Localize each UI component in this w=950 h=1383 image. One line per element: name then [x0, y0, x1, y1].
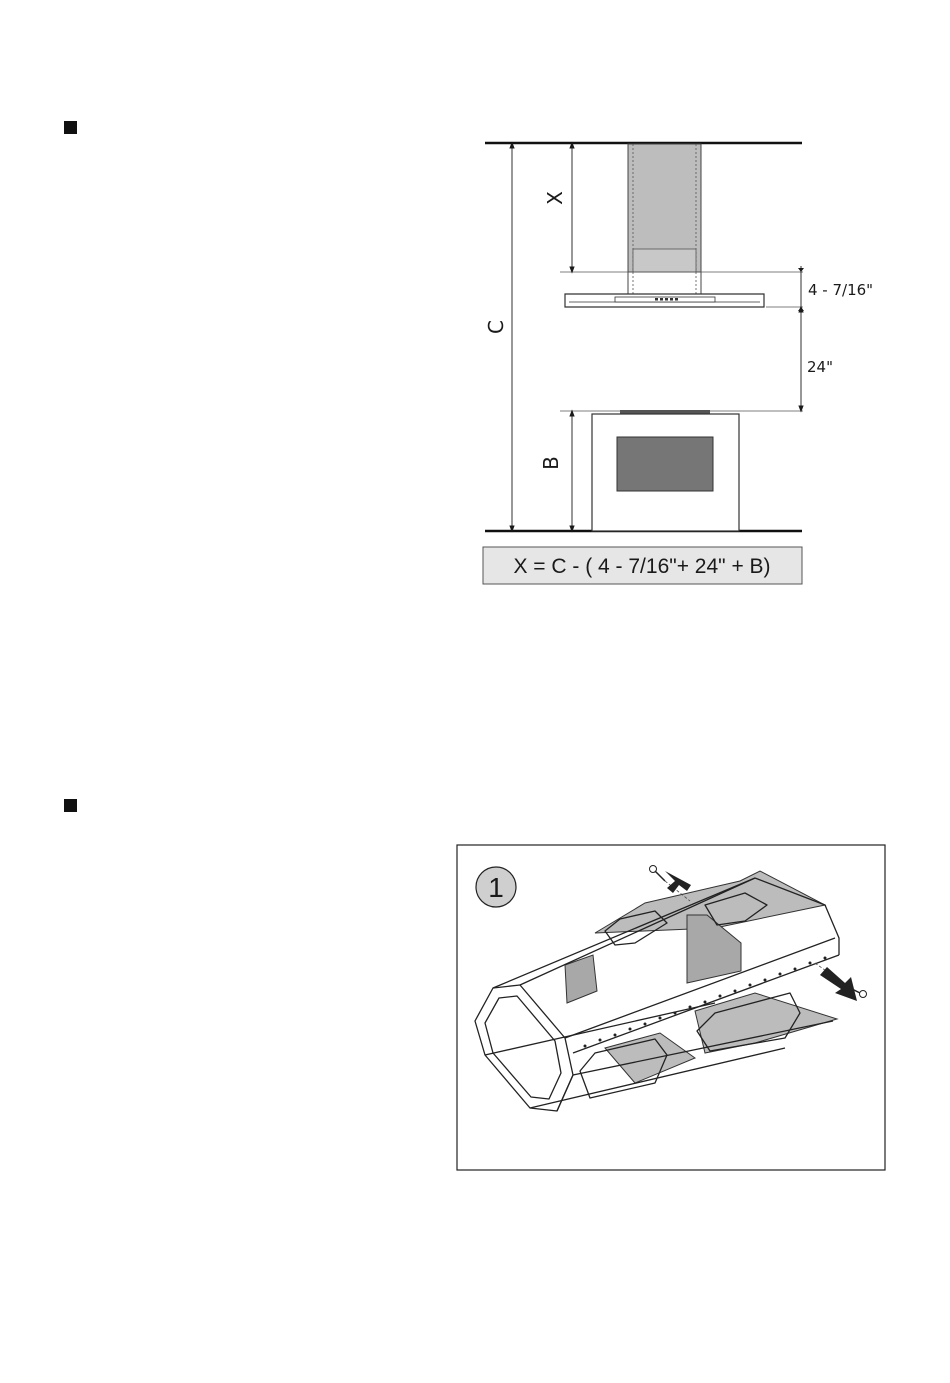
dimension-c-label: C	[484, 320, 508, 334]
oven-window	[617, 437, 713, 491]
dimension-x-label: X	[543, 191, 567, 205]
installation-height-diagram	[470, 130, 874, 590]
dimension-gap-label: 4 - 7/16"	[808, 281, 874, 299]
frame-assembly-figure	[455, 843, 888, 1173]
dimension-b-label: B	[539, 456, 563, 470]
chimney-inner-section	[633, 249, 696, 272]
figure-border	[457, 845, 885, 1170]
section-bullet	[64, 121, 77, 134]
dimension-clearance-label: 24"	[807, 358, 833, 376]
step-number: 1	[488, 872, 504, 903]
range-cooktop	[620, 410, 710, 414]
section-bullet	[64, 799, 77, 812]
formula-text: X = C - ( 4 - 7/16"+ 24" + B)	[513, 555, 771, 578]
